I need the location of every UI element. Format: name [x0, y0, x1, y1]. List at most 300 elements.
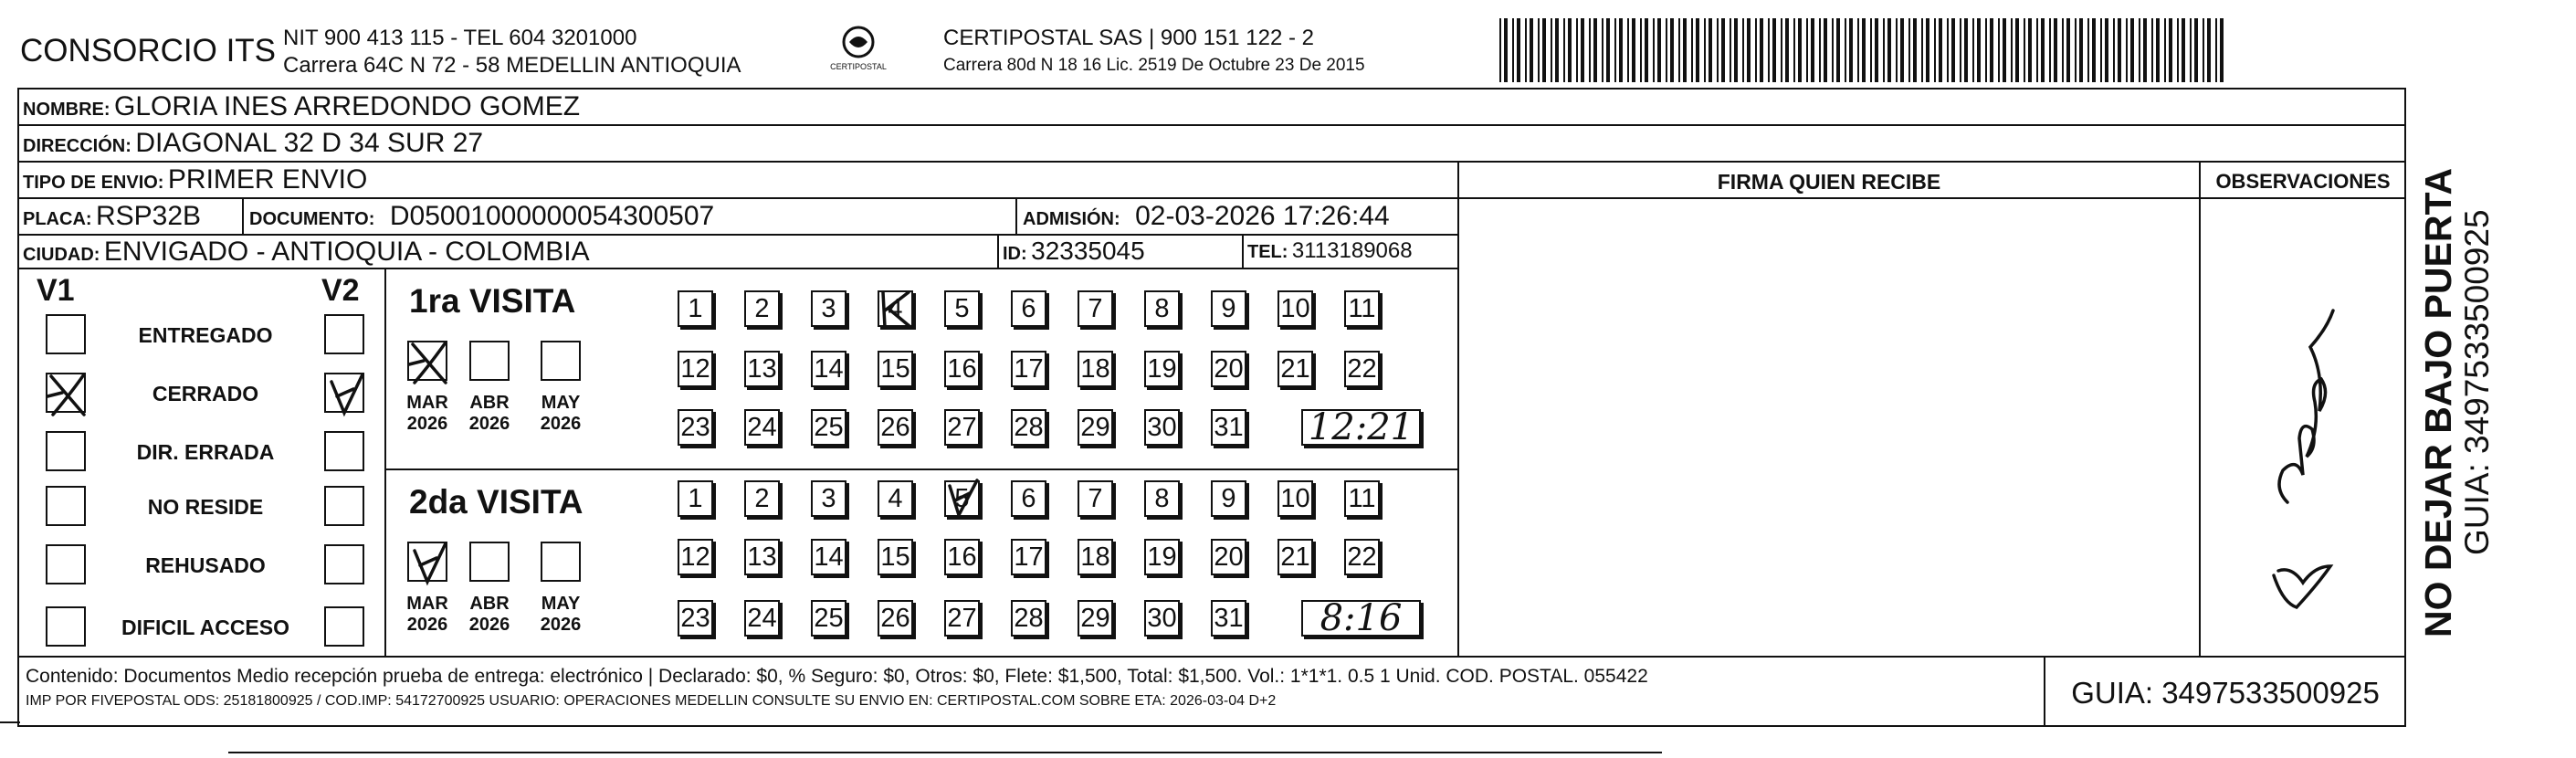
day-number: 4: [888, 483, 903, 513]
v2-header: V2: [321, 273, 360, 308]
barcode-bar: [1972, 18, 1974, 82]
handwritten-x-mark: [405, 337, 453, 388]
day-box[interactable]: [878, 600, 913, 637]
barcode-bar: [1747, 18, 1751, 82]
ciudad-row: [23, 238, 590, 266]
day-box[interactable]: [811, 409, 846, 446]
month-year: 2026: [468, 414, 510, 434]
barcode-bar: [1696, 18, 1699, 82]
barcode-bar: [1768, 18, 1770, 82]
barcode-bar: [1857, 18, 1859, 82]
barcode-bar: [2215, 18, 2217, 82]
barcode-bar: [1653, 18, 1655, 82]
day-number: 16: [947, 353, 977, 384]
day-number: 18: [1080, 353, 1110, 384]
certipostal-logo: [820, 24, 897, 77]
barcode-bar: [2139, 18, 2140, 82]
day-number: 26: [880, 412, 910, 442]
barcode-bar: [1845, 18, 1846, 82]
day-box[interactable]: [1011, 600, 1046, 637]
left-edge-mark: [0, 721, 20, 723]
day-box[interactable]: [744, 539, 780, 575]
day-box[interactable]: [1144, 351, 1180, 387]
barcode-bar: [2105, 18, 2108, 82]
barcode-bar: [2143, 18, 2147, 82]
barcode-bar: [2079, 18, 2083, 82]
shipment-type: PRIMER ENVIO: [167, 164, 368, 195]
day-number: 19: [1147, 353, 1177, 384]
handwritten-time: 8:16: [1301, 600, 1421, 637]
day-box[interactable]: [1078, 539, 1113, 575]
day-box[interactable]: [944, 539, 980, 575]
tel-value: 3113189068: [1291, 238, 1413, 263]
barcode-bar: [2203, 18, 2204, 82]
day-box[interactable]: [1144, 409, 1180, 446]
month-name: MAY: [541, 594, 581, 614]
status-option-label: DIR. ERRADA: [136, 440, 275, 464]
v1-checkbox[interactable]: [46, 314, 86, 354]
barcode-bar: [2062, 18, 2064, 82]
month-checkbox-may[interactable]: [541, 341, 581, 381]
day-box[interactable]: [878, 480, 913, 517]
company-address: Carrera 64C N 72 - 58 MEDELLIN ANTIOQUIA: [283, 53, 741, 78]
month-name: MAR: [406, 594, 448, 614]
day-box[interactable]: [1078, 409, 1113, 446]
day-number: 4: [888, 293, 903, 323]
handwritten-day-mark: [876, 287, 918, 332]
day-box[interactable]: [678, 409, 713, 446]
city-value: ENVIGADO - ANTIOQUIA - COLOMBIA: [103, 237, 590, 267]
barcode-bar: [2015, 18, 2019, 82]
placa-row: [23, 203, 201, 230]
day-number: 13: [747, 353, 777, 384]
side-text-block: [2417, 119, 2496, 648]
month-checkbox-mar[interactable]: [407, 341, 447, 381]
barcode-bar: [1960, 18, 1961, 82]
documento-label: DOCUMENTO:: [249, 209, 375, 229]
month-checkbox-abr[interactable]: [469, 341, 510, 381]
day-box[interactable]: [1144, 480, 1180, 517]
barcode-bar: [1593, 18, 1597, 82]
day-number: 14: [814, 542, 844, 572]
barcode-bar: [1683, 18, 1687, 82]
nombre-label: NOMBRE:: [23, 100, 110, 120]
v2-checkbox[interactable]: [324, 486, 364, 526]
day-number: 30: [1147, 412, 1177, 442]
day-number: 15: [880, 353, 910, 384]
day-box[interactable]: [1144, 290, 1180, 327]
documento-row: [249, 203, 714, 230]
day-box[interactable]: [744, 290, 780, 327]
day-number: 27: [947, 412, 977, 442]
day-box[interactable]: [878, 290, 913, 327]
day-number: 22: [1347, 353, 1377, 384]
day-box[interactable]: [1011, 409, 1046, 446]
barcode-bar: [2075, 18, 2077, 82]
day-number: 9: [1221, 293, 1236, 323]
v2-checkbox[interactable]: [324, 431, 364, 471]
barcode-bar: [2024, 18, 2025, 82]
barcode-bar: [1504, 18, 1508, 82]
month-checkbox-abr[interactable]: [469, 542, 510, 582]
month-name: ABR: [469, 594, 510, 614]
visit-title: 1ra VISITA: [409, 282, 576, 320]
day-box[interactable]: [811, 480, 846, 517]
barcode-bar: [2130, 18, 2134, 82]
v1-checkbox[interactable]: [46, 373, 86, 413]
barcode-bar: [1538, 18, 1540, 82]
day-box[interactable]: [1144, 539, 1180, 575]
barcode-bar: [1926, 18, 1929, 82]
status-option-label: NO RESIDE: [147, 495, 264, 519]
barcode-bar: [1793, 18, 1795, 82]
day-box[interactable]: [1277, 351, 1313, 387]
day-box[interactable]: [1211, 351, 1246, 387]
day-box[interactable]: [1211, 480, 1246, 517]
day-number: 17: [1014, 353, 1044, 384]
day-number: 23: [680, 603, 710, 633]
footer-content-line: Contenido: Documentos Medio recepción prueba de entrega: electrónico | Declarado: $0, % Seguro: $0, Otros: $0, Flete: $1,500, Total: $1,500. Vol.: 1*1*1. 0.5 1 Unid. COD. POSTAL. 055422: [26, 666, 1648, 687]
day-number: 26: [880, 603, 910, 633]
barcode-bar: [2220, 18, 2224, 82]
barcode-bar: [2028, 18, 2032, 82]
day-box[interactable]: [944, 409, 980, 446]
day-number: 14: [814, 353, 844, 384]
day-number: 1: [688, 293, 703, 323]
tipo-envio-row: [23, 166, 367, 194]
day-box[interactable]: [878, 409, 913, 446]
barcode-bar: [1704, 18, 1706, 82]
barcode-bar: [1811, 18, 1814, 82]
barcode-bar: [2054, 18, 2057, 82]
id-value: 32335045: [1031, 237, 1145, 265]
day-box[interactable]: [1011, 480, 1046, 517]
barcode-bar: [1709, 18, 1712, 82]
day-number: 1: [688, 483, 703, 513]
footer-guia: GUIA: 3497533500925: [2071, 676, 2380, 710]
day-number: 17: [1014, 542, 1044, 572]
status-option-label: DIFICIL ACCESO: [121, 616, 289, 639]
barcode-bar: [1900, 18, 1904, 82]
day-number: 24: [747, 603, 777, 633]
day-number: 12: [680, 542, 710, 572]
day-number: 6: [1021, 483, 1036, 513]
id-label: ID:: [1003, 244, 1027, 264]
day-box[interactable]: [1277, 539, 1313, 575]
day-number: 23: [680, 412, 710, 442]
day-box[interactable]: [1144, 600, 1180, 637]
day-box[interactable]: [1277, 480, 1313, 517]
day-box[interactable]: [678, 539, 713, 575]
barcode-bar: [1512, 18, 1514, 82]
barcode-bar: [1627, 18, 1629, 82]
day-box[interactable]: [678, 290, 713, 327]
v1-checkbox[interactable]: [46, 544, 86, 584]
v2-checkbox[interactable]: [324, 544, 364, 584]
barcode-bar: [1760, 18, 1763, 82]
day-number: 5: [954, 483, 970, 513]
day-number: 3: [821, 293, 836, 323]
day-number: 10: [1280, 483, 1310, 513]
day-box[interactable]: [811, 539, 846, 575]
barcode-bar: [1542, 18, 1546, 82]
barcode-bar: [1525, 18, 1527, 82]
status-option-label: REHUSADO: [145, 553, 266, 577]
barcode-bar: [1913, 18, 1917, 82]
barcode-bar: [1606, 18, 1610, 82]
barcode-bar: [1896, 18, 1898, 82]
day-number: 20: [1214, 542, 1244, 572]
courier-name-nit: CERTIPOSTAL SAS | 900 151 122 - 2: [943, 26, 1314, 50]
barcode-bar: [2113, 18, 2115, 82]
barcode-bar: [1947, 18, 1949, 82]
barcode-bar: [1977, 18, 1981, 82]
plate-value: RSP32B: [96, 201, 202, 231]
observation-signature: [2246, 292, 2356, 639]
day-box[interactable]: [744, 409, 780, 446]
barcode-bar: [1887, 18, 1891, 82]
day-box[interactable]: [1078, 600, 1113, 637]
handwritten-check-mark: [322, 369, 370, 420]
day-box[interactable]: [744, 600, 780, 637]
barcode-bar: [1951, 18, 1955, 82]
barcode-bar: [1499, 18, 1501, 82]
barcode-bar: [1785, 18, 1789, 82]
day-box[interactable]: [678, 351, 713, 387]
day-box[interactable]: [1211, 290, 1246, 327]
barcode-bar: [1772, 18, 1776, 82]
day-box[interactable]: [678, 480, 713, 517]
day-number: 2: [754, 293, 770, 323]
day-number: 8: [1154, 293, 1170, 323]
barcode-bar: [2126, 18, 2128, 82]
month-label: [400, 393, 455, 435]
visit-title: 2da VISITA: [409, 483, 584, 521]
day-box[interactable]: [811, 600, 846, 637]
barcode-bar: [1619, 18, 1623, 82]
day-box[interactable]: [1344, 290, 1380, 327]
month-label: [462, 594, 517, 636]
tel-label: TEL:: [1247, 242, 1288, 262]
id-row: [1003, 238, 1145, 264]
barcode-bar: [2151, 18, 2153, 82]
barcode-bar: [1730, 18, 1731, 82]
day-number: 18: [1080, 542, 1110, 572]
v1-checkbox[interactable]: [46, 431, 86, 471]
barcode-bar: [1640, 18, 1642, 82]
month-year: 2026: [540, 615, 582, 635]
barcode-bar: [1875, 18, 1878, 82]
observaciones-header: OBSERVACIONES: [2215, 170, 2391, 193]
barcode-bar: [1614, 18, 1616, 82]
barcode-bar: [1798, 18, 1802, 82]
barcode-bar: [2011, 18, 2013, 82]
month-checkbox-may[interactable]: [541, 542, 581, 582]
handwritten-check-mark: [405, 538, 453, 589]
barcode-bar: [1832, 18, 1834, 82]
day-box[interactable]: [1011, 351, 1046, 387]
logo-text: CERTIPOSTAL: [830, 62, 887, 71]
tipo-label: TIPO DE ENVIO:: [23, 173, 164, 193]
barcode-bar: [1517, 18, 1520, 82]
barcode-bar: [1921, 18, 1923, 82]
month-name: MAY: [541, 393, 581, 413]
barcode-bar: [1870, 18, 1872, 82]
barcode-bar: [1908, 18, 1910, 82]
barcode-bar: [1755, 18, 1757, 82]
day-number: 31: [1214, 412, 1244, 442]
barcode-bar: [1666, 18, 1667, 82]
barcode-bar: [1568, 18, 1572, 82]
company-name: CONSORCIO ITS: [20, 33, 277, 68]
barcode-bar: [1862, 18, 1866, 82]
day-number: 10: [1280, 293, 1310, 323]
handwritten-x-mark: [44, 369, 91, 420]
day-box[interactable]: [944, 351, 980, 387]
day-number: 11: [1348, 483, 1376, 513]
month-checkbox-mar[interactable]: [407, 542, 447, 582]
barcode-bar: [1581, 18, 1584, 82]
day-number: 22: [1347, 542, 1377, 572]
day-number: 6: [1021, 293, 1036, 323]
barcode-bar: [1939, 18, 1942, 82]
day-number: 13: [747, 542, 777, 572]
barcode-bar: [2036, 18, 2038, 82]
day-box[interactable]: [811, 351, 846, 387]
month-name: MAR: [406, 393, 448, 413]
handwritten-time: 12:21: [1301, 409, 1421, 446]
barcode-bar: [1934, 18, 1936, 82]
day-box[interactable]: [1078, 480, 1113, 517]
company-nit-tel: NIT 900 413 115 - TEL 604 3201000: [283, 26, 637, 50]
day-box[interactable]: [1344, 351, 1380, 387]
day-box[interactable]: [1277, 290, 1313, 327]
day-number: 15: [880, 542, 910, 572]
barcode-bar: [1551, 18, 1552, 82]
barcode-bar: [1985, 18, 1987, 82]
month-year: 2026: [406, 414, 448, 434]
v2-checkbox[interactable]: [324, 606, 364, 647]
barcode-bar: [2207, 18, 2211, 82]
barcode-bar: [2169, 18, 2172, 82]
barcode-bar: [1589, 18, 1591, 82]
day-number: 7: [1088, 293, 1103, 323]
barcode-bar: [2156, 18, 2160, 82]
day-number: 29: [1080, 603, 1110, 633]
day-number: 7: [1088, 483, 1103, 513]
barcode-bar: [1678, 18, 1680, 82]
v1-checkbox[interactable]: [46, 606, 86, 647]
day-box[interactable]: [1078, 351, 1113, 387]
ciudad-label: CIUDAD:: [23, 245, 100, 265]
admision-row: [1023, 203, 1390, 230]
barcode-bar: [2177, 18, 2179, 82]
barcode-bar: [1555, 18, 1559, 82]
barcode-bar: [1998, 18, 2000, 82]
courier-license: Carrera 80d N 18 16 Lic. 2519 De Octubre 23 De 2015: [943, 56, 1365, 75]
day-box[interactable]: [1344, 539, 1380, 575]
month-label: [400, 594, 455, 636]
day-box[interactable]: [678, 600, 713, 637]
month-year: 2026: [468, 615, 510, 635]
barcode-bar: [1645, 18, 1648, 82]
placa-label: PLACA:: [23, 209, 92, 229]
barcode-bar: [2092, 18, 2096, 82]
day-number: 29: [1080, 412, 1110, 442]
barcode-bar: [1781, 18, 1782, 82]
day-box[interactable]: [944, 290, 980, 327]
barcode-bar: [2118, 18, 2121, 82]
barcode-bar: [1824, 18, 1827, 82]
barcode-bar: [2164, 18, 2166, 82]
day-box[interactable]: [744, 480, 780, 517]
barcode-bar: [2100, 18, 2102, 82]
day-box[interactable]: [1011, 290, 1046, 327]
barcode-bar: [1819, 18, 1821, 82]
day-box[interactable]: [811, 290, 846, 327]
status-option-label: ENTREGADO: [138, 323, 273, 347]
v2-checkbox[interactable]: [324, 314, 364, 354]
day-box[interactable]: [1011, 539, 1046, 575]
document-value: D05001000000054300507: [389, 201, 715, 231]
month-year: 2026: [540, 414, 582, 434]
barcode-bar: [1691, 18, 1693, 82]
day-box[interactable]: [878, 539, 913, 575]
month-year: 2026: [406, 615, 448, 635]
barcode-bar: [2066, 18, 2070, 82]
barcode: [1498, 18, 2228, 82]
day-number: 2: [754, 483, 770, 513]
day-box[interactable]: [1078, 290, 1113, 327]
day-number: 21: [1280, 542, 1310, 572]
barcode-bar: [2003, 18, 2006, 82]
day-number: 31: [1214, 603, 1244, 633]
day-box[interactable]: [1211, 539, 1246, 575]
barcode-bar: [2190, 18, 2192, 82]
day-box[interactable]: [944, 600, 980, 637]
v2-checkbox[interactable]: [324, 373, 364, 413]
day-box[interactable]: [1344, 480, 1380, 517]
barcode-bar: [2049, 18, 2051, 82]
recipient-name: GLORIA INES ARREDONDO GOMEZ: [114, 91, 581, 121]
v1-checkbox[interactable]: [46, 486, 86, 526]
day-number: 11: [1348, 293, 1376, 323]
barcode-bar: [1576, 18, 1578, 82]
barcode-bar: [1530, 18, 1533, 82]
day-number: 25: [814, 412, 844, 442]
footer-print-line: IMP POR FIVEPOSTAL ODS: 25181800925 / COD.IMP: 54172700925 USUARIO: OPERACIONES MEDELLIN CONSULTE SU ENVIO EN: CERTIPOSTAL.COM SOBRE ETA: 2026-03-04 D+2: [26, 693, 1277, 709]
barcode-bar: [2182, 18, 2185, 82]
side-guia-number: GUIA: 3497533500925: [2458, 209, 2496, 555]
direccion-label: DIRECCIÓN:: [23, 136, 131, 156]
day-box[interactable]: [744, 351, 780, 387]
handwritten-day-mark: [942, 477, 984, 522]
day-box[interactable]: [878, 351, 913, 387]
barcode-bar: [2194, 18, 2198, 82]
barcode-bar: [1563, 18, 1565, 82]
nombre-row: [23, 93, 580, 121]
day-box[interactable]: [1211, 600, 1246, 637]
month-label: [462, 393, 517, 435]
day-number: 9: [1221, 483, 1236, 513]
day-number: 19: [1147, 542, 1177, 572]
day-number: 3: [821, 483, 836, 513]
day-number: 21: [1280, 353, 1310, 384]
month-name: ABR: [469, 393, 510, 413]
day-box[interactable]: [1211, 409, 1246, 446]
day-number: 20: [1214, 353, 1244, 384]
day-box[interactable]: [944, 480, 980, 517]
